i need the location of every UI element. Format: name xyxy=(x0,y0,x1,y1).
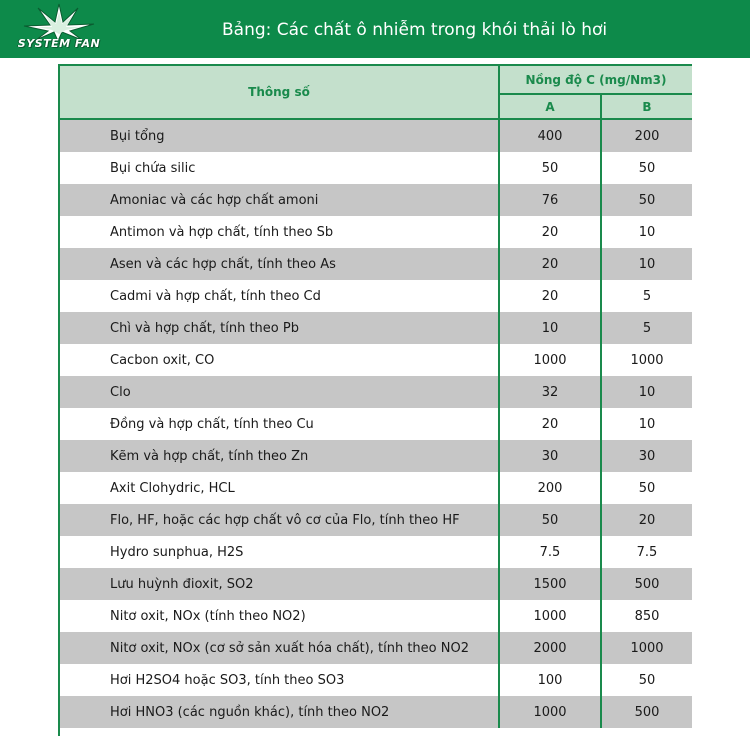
value-b-cell: 50 xyxy=(601,472,692,504)
table-row xyxy=(60,119,692,152)
value-a-cell: 20 xyxy=(499,280,601,312)
table-row xyxy=(60,184,692,216)
value-a-cell: 200 xyxy=(499,472,601,504)
parameter-cell: Đồng và hợp chất, tính theo Cu xyxy=(60,408,499,440)
column-b-header: B xyxy=(601,94,692,119)
value-a-cell: 20 xyxy=(499,248,601,280)
parameter-cell: Amoniac và các hợp chất amoni xyxy=(60,184,499,216)
value-b-cell: 10 xyxy=(601,376,692,408)
value-b-cell: 1000 xyxy=(601,632,692,664)
parameter-cell: Lưu huỳnh đioxit, SO2 xyxy=(60,568,499,600)
value-a-cell: 1000 xyxy=(499,696,601,728)
value-b-cell: 5 xyxy=(601,280,692,312)
table-row xyxy=(60,344,692,376)
param-column-header: Thông số xyxy=(60,66,499,119)
pollutant-table xyxy=(60,66,692,728)
table-row xyxy=(60,376,692,408)
value-a-cell: 50 xyxy=(499,152,601,184)
parameter-cell: Hơi H2SO4 hoặc SO3, tính theo SO3 xyxy=(60,664,499,696)
value-a-cell: 1500 xyxy=(499,568,601,600)
parameter-cell: Cadmi và hợp chất, tính theo Cd xyxy=(60,280,499,312)
value-a-cell: 10 xyxy=(499,312,601,344)
table-row xyxy=(60,472,692,504)
parameter-cell: Nitơ oxit, NOx (cơ sở sản xuất hóa chất), tính theo NO2 xyxy=(60,632,499,664)
table-row xyxy=(60,152,692,184)
value-a-cell: 2000 xyxy=(499,632,601,664)
parameter-cell: Clo xyxy=(60,376,499,408)
value-b-cell: 10 xyxy=(601,248,692,280)
logo-text: SYSTEM FAN xyxy=(17,37,101,50)
value-a-cell: 400 xyxy=(499,119,601,152)
value-b-cell: 10 xyxy=(601,408,692,440)
table-row xyxy=(60,536,692,568)
value-a-cell: 100 xyxy=(499,664,601,696)
value-b-cell: 20 xyxy=(601,504,692,536)
value-a-cell: 1000 xyxy=(499,600,601,632)
value-a-cell: 20 xyxy=(499,408,601,440)
value-b-cell: 50 xyxy=(601,664,692,696)
value-b-cell: 200 xyxy=(601,119,692,152)
parameter-cell: Hydro sunphua, H2S xyxy=(60,536,499,568)
table-row xyxy=(60,248,692,280)
table-row xyxy=(60,440,692,472)
parameter-cell: Bụi tổng xyxy=(60,119,499,152)
parameter-cell: Flo, HF, hoặc các hợp chất vô cơ của Flo, tính theo HF xyxy=(60,504,499,536)
table-row xyxy=(60,216,692,248)
page-title: Bảng: Các chất ô nhiễm trong khói thải lò hơi xyxy=(222,20,608,40)
value-b-cell: 30 xyxy=(601,440,692,472)
parameter-cell: Axit Clohydric, HCL xyxy=(60,472,499,504)
table-row xyxy=(60,312,692,344)
table-row xyxy=(60,632,692,664)
parameter-cell: Nitơ oxit, NOx (tính theo NO2) xyxy=(60,600,499,632)
value-b-cell: 50 xyxy=(601,184,692,216)
value-a-cell: 50 xyxy=(499,504,601,536)
parameter-cell: Chì và hợp chất, tính theo Pb xyxy=(60,312,499,344)
column-a-header: A xyxy=(499,94,601,119)
table-body xyxy=(60,119,692,728)
table-row xyxy=(60,600,692,632)
value-b-cell: 850 xyxy=(601,600,692,632)
value-b-cell: 50 xyxy=(601,152,692,184)
value-b-cell: 500 xyxy=(601,568,692,600)
value-a-cell: 1000 xyxy=(499,344,601,376)
table-row xyxy=(60,696,692,728)
parameter-cell: Hơi HNO3 (các nguồn khác), tính theo NO2 xyxy=(60,696,499,728)
value-a-cell: 32 xyxy=(499,376,601,408)
concentration-group-header: Nồng độ C (mg/Nm3) xyxy=(499,66,692,94)
parameter-cell: Kẽm và hợp chất, tính theo Zn xyxy=(60,440,499,472)
value-a-cell: 20 xyxy=(499,216,601,248)
value-a-cell: 30 xyxy=(499,440,601,472)
parameter-cell: Cacbon oxit, CO xyxy=(60,344,499,376)
value-b-cell: 500 xyxy=(601,696,692,728)
star-burst-icon xyxy=(22,2,96,42)
parameter-cell: Asen và các hợp chất, tính theo As xyxy=(60,248,499,280)
value-a-cell: 7.5 xyxy=(499,536,601,568)
header-bar xyxy=(0,0,750,58)
table-row xyxy=(60,280,692,312)
value-b-cell: 1000 xyxy=(601,344,692,376)
table-row xyxy=(60,664,692,696)
table-row xyxy=(60,408,692,440)
brand-logo xyxy=(4,2,114,54)
pollutant-table-frame xyxy=(58,64,692,736)
table-row xyxy=(60,504,692,536)
value-b-cell: 10 xyxy=(601,216,692,248)
value-b-cell: 5 xyxy=(601,312,692,344)
value-a-cell: 76 xyxy=(499,184,601,216)
parameter-cell: Bụi chứa silic xyxy=(60,152,499,184)
parameter-cell: Antimon và hợp chất, tính theo Sb xyxy=(60,216,499,248)
table-row xyxy=(60,568,692,600)
value-b-cell: 7.5 xyxy=(601,536,692,568)
